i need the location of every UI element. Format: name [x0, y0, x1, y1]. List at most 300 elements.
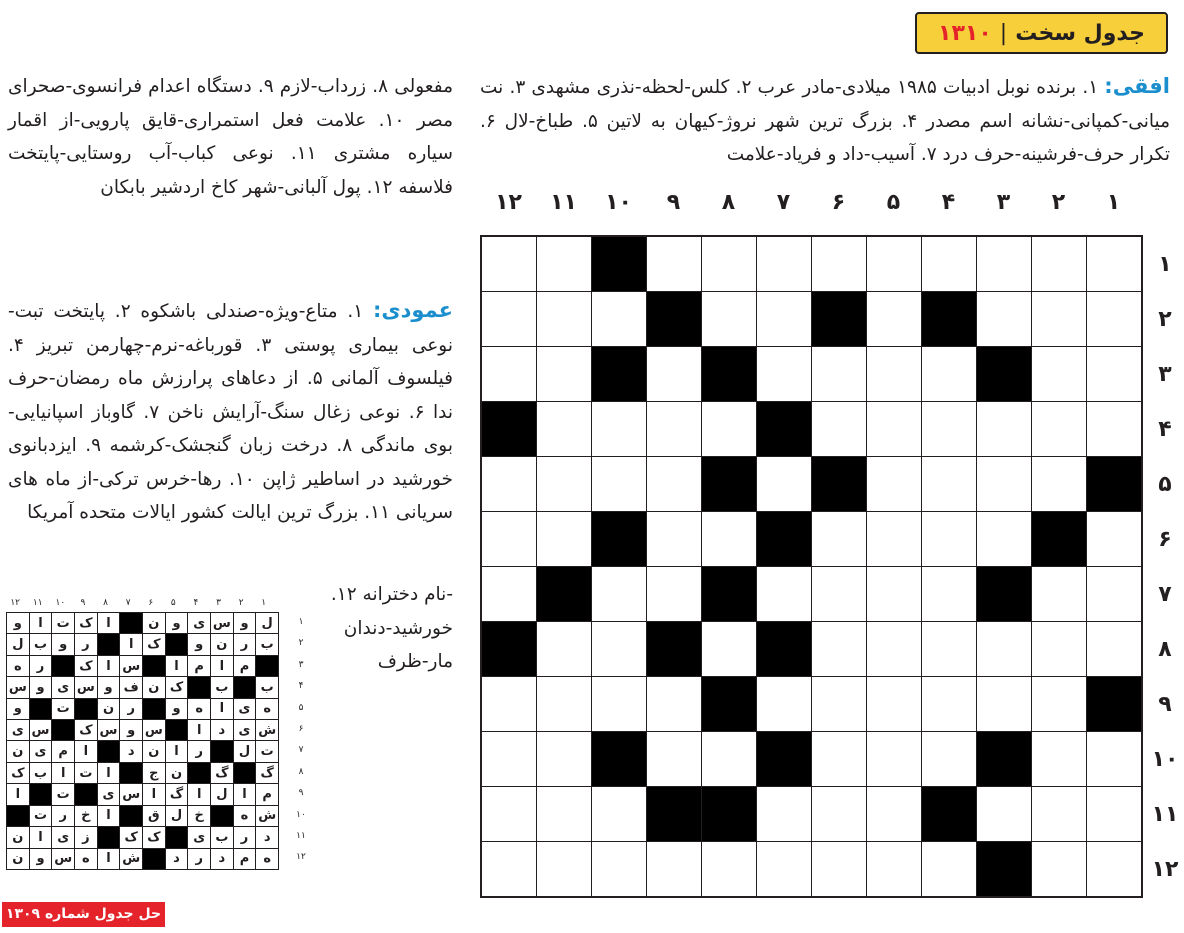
- solution-cell: ا: [166, 656, 188, 676]
- black-cell: [702, 347, 756, 401]
- solution-column-number: ۴: [193, 598, 199, 608]
- solution-cell: ش: [256, 806, 278, 826]
- solution-cell: د: [211, 849, 233, 869]
- solution-column-number: ۱۰: [55, 598, 66, 608]
- solution-cell: س: [52, 849, 74, 869]
- grid-cell[interactable]: [1032, 622, 1086, 676]
- grid-cell[interactable]: [812, 237, 866, 291]
- grid-cell[interactable]: [812, 677, 866, 731]
- black-cell: [977, 842, 1031, 896]
- black-cell: [702, 677, 756, 731]
- solution-black-cell: [188, 677, 210, 697]
- grid-cell[interactable]: [867, 457, 921, 511]
- grid-cell[interactable]: [1032, 677, 1086, 731]
- puzzle-title-badge: [915, 12, 1168, 54]
- grid-cell[interactable]: [647, 677, 701, 731]
- solution-cell: ه: [188, 699, 210, 719]
- grid-cell[interactable]: [482, 292, 536, 346]
- solution-black-cell: [188, 763, 210, 783]
- column-number: ۵: [886, 190, 901, 215]
- solution-cell: د: [211, 720, 233, 740]
- solution-cell: ا: [52, 763, 74, 783]
- grid-cell[interactable]: [867, 402, 921, 456]
- grid-cell[interactable]: [647, 512, 701, 566]
- black-cell: [1087, 457, 1141, 511]
- solution-black-cell: [143, 699, 165, 719]
- grid-cell[interactable]: [922, 677, 976, 731]
- row-number: ۴: [1158, 417, 1172, 442]
- grid-cell[interactable]: [537, 622, 591, 676]
- solution-black-cell: [52, 656, 74, 676]
- row-number: ۳: [1158, 362, 1172, 387]
- grid-cell[interactable]: [702, 842, 756, 896]
- grid-cell[interactable]: [812, 787, 866, 841]
- grid-cell[interactable]: [647, 842, 701, 896]
- grid-cell[interactable]: [812, 512, 866, 566]
- solution-black-cell: [98, 634, 120, 654]
- grid-cell[interactable]: [977, 512, 1031, 566]
- vertical-clues-continuation: -نام دخترانه ۱۲. خورشید-دندان مار-ظرف: [330, 584, 453, 672]
- solution-cell: ه: [75, 849, 97, 869]
- black-cell: [1087, 677, 1141, 731]
- solution-cell: ک: [75, 656, 97, 676]
- grid-cell[interactable]: [702, 402, 756, 456]
- solution-cell: ه: [234, 806, 256, 826]
- solution-cell: ا: [120, 634, 142, 654]
- solution-cell: م: [188, 656, 210, 676]
- grid-cell[interactable]: [1087, 347, 1141, 401]
- grid-cell[interactable]: [757, 787, 811, 841]
- black-cell: [702, 457, 756, 511]
- solution-cell: ر: [234, 634, 256, 654]
- solution-cell: و: [188, 634, 210, 654]
- solution-column-number: ۱۱: [32, 598, 43, 608]
- grid-cell[interactable]: [867, 567, 921, 621]
- grid-cell[interactable]: [867, 292, 921, 346]
- grid-cell[interactable]: [592, 842, 646, 896]
- black-cell: [922, 292, 976, 346]
- grid-cell[interactable]: [1032, 237, 1086, 291]
- solution-cell: ا: [98, 763, 120, 783]
- solution-cell: ل: [211, 784, 233, 804]
- grid-cell[interactable]: [537, 842, 591, 896]
- solution-cell: ز: [75, 827, 97, 847]
- row-number: ۵: [1158, 472, 1172, 497]
- solution-cell: ل: [234, 741, 256, 761]
- solution-cell: ه: [256, 849, 278, 869]
- grid-cell[interactable]: [702, 512, 756, 566]
- crossword-grid: [480, 235, 1143, 898]
- grid-cell[interactable]: [757, 457, 811, 511]
- black-cell: [647, 622, 701, 676]
- black-cell: [812, 457, 866, 511]
- grid-cell[interactable]: [482, 677, 536, 731]
- grid-cell[interactable]: [977, 622, 1031, 676]
- grid-cell[interactable]: [592, 292, 646, 346]
- grid-cell[interactable]: [757, 567, 811, 621]
- solution-cell: ی: [52, 827, 74, 847]
- column-number: ۹: [666, 190, 681, 215]
- grid-cell[interactable]: [482, 787, 536, 841]
- grid-cell[interactable]: [922, 732, 976, 786]
- grid-cell[interactable]: [922, 512, 976, 566]
- column-number: ۳: [996, 190, 1011, 215]
- grid-cell[interactable]: [647, 567, 701, 621]
- solution-cell: گ: [166, 784, 188, 804]
- row-number: ۶: [1158, 527, 1172, 552]
- solution-black-cell: [211, 741, 233, 761]
- solution-cell: و: [120, 720, 142, 740]
- grid-cell[interactable]: [977, 677, 1031, 731]
- black-cell: [592, 347, 646, 401]
- solution-cell: خ: [188, 806, 210, 826]
- grid-cell[interactable]: [922, 237, 976, 291]
- solution-label: حل جدول شماره ۱۳۰۹: [2, 902, 165, 927]
- solution-cell: ن: [98, 699, 120, 719]
- grid-cell[interactable]: [867, 842, 921, 896]
- grid-cell[interactable]: [592, 402, 646, 456]
- grid-cell[interactable]: [537, 347, 591, 401]
- black-cell: [977, 567, 1031, 621]
- grid-cell[interactable]: [1032, 842, 1086, 896]
- column-number: ۷: [776, 190, 791, 215]
- grid-cell[interactable]: [482, 567, 536, 621]
- grid-cell[interactable]: [482, 732, 536, 786]
- grid-cell[interactable]: [812, 842, 866, 896]
- solution-cell: س: [120, 656, 142, 676]
- solution-cell: ن: [7, 849, 29, 869]
- solution-cell: م: [52, 741, 74, 761]
- grid-cell[interactable]: [922, 347, 976, 401]
- solution-cell: گ: [211, 763, 233, 783]
- grid-row-numbers: [1145, 237, 1184, 897]
- grid-cell[interactable]: [592, 567, 646, 621]
- grid-cell[interactable]: [702, 292, 756, 346]
- title-label: جدول سخت: [1015, 20, 1145, 46]
- solution-cell: ی: [188, 613, 210, 633]
- solution-black-cell: [166, 634, 188, 654]
- grid-cell[interactable]: [592, 677, 646, 731]
- solution-cell: م: [234, 656, 256, 676]
- grid-cell[interactable]: [702, 622, 756, 676]
- solution-cell: ا: [98, 613, 120, 633]
- grid-cell[interactable]: [1087, 512, 1141, 566]
- row-number: ۹: [1158, 692, 1172, 717]
- grid-cell[interactable]: [757, 842, 811, 896]
- grid-cell[interactable]: [1032, 402, 1086, 456]
- grid-cell[interactable]: [482, 457, 536, 511]
- grid-cell[interactable]: [867, 237, 921, 291]
- black-cell: [977, 732, 1031, 786]
- solution-cell: و: [98, 677, 120, 697]
- solution-row-number: ۴: [298, 681, 304, 692]
- solution-cell: ک: [143, 634, 165, 654]
- solution-cell: ا: [166, 741, 188, 761]
- grid-cell[interactable]: [922, 622, 976, 676]
- horizontal-clues: [480, 70, 1170, 172]
- grid-cell[interactable]: [647, 347, 701, 401]
- black-cell: [647, 292, 701, 346]
- grid-cell[interactable]: [647, 237, 701, 291]
- row-number: ۱: [1158, 252, 1172, 277]
- horizontal-clue-text: ۱. برنده نوبل ادبیات ۱۹۸۵ میلادی-مادر عرب ۲. کلس-لحظه-نذری مشهدی ۳. نت میانی-کمپانی-نشانه اسم مصدر ۴. بزرگ ترین شهر نروژ-کیهان به لاتین ۵. طباخ-لال ۶. تکرار حرف-فرشینه-حرف درد ۷. آسیب-داد و فریاد-علامت: [480, 77, 1170, 165]
- solution-cell: ا: [75, 741, 97, 761]
- grid-cell[interactable]: [867, 347, 921, 401]
- solution-cell: ن: [143, 741, 165, 761]
- grid-cell[interactable]: [977, 237, 1031, 291]
- solution-cell: ر: [188, 849, 210, 869]
- solution-cell: ب: [256, 634, 278, 654]
- solution-cell: ا: [98, 849, 120, 869]
- solution-cell: ل: [7, 634, 29, 654]
- grid-cell[interactable]: [757, 237, 811, 291]
- puzzle-number: ۱۳۱۰: [938, 20, 992, 46]
- vertical-clues: [8, 294, 453, 530]
- solution-cell: د: [120, 741, 142, 761]
- solution-black-cell: [75, 784, 97, 804]
- solution-row-number: ۷: [298, 745, 304, 756]
- grid-cell[interactable]: [702, 237, 756, 291]
- solution-cell: ب: [30, 634, 52, 654]
- solution-row-number: ۳: [298, 659, 304, 670]
- solution-black-cell: [143, 656, 165, 676]
- solution-black-cell: [234, 677, 256, 697]
- solution-cell: ر: [75, 634, 97, 654]
- black-cell: [702, 567, 756, 621]
- solution-cell: و: [7, 699, 29, 719]
- solution-cell: و: [166, 613, 188, 633]
- solution-cell: ا: [211, 699, 233, 719]
- black-cell: [482, 402, 536, 456]
- row-number: ۷: [1158, 582, 1172, 607]
- solution-column-number: ۳: [216, 598, 221, 608]
- grid-cell[interactable]: [867, 622, 921, 676]
- solution-cell: ی: [30, 741, 52, 761]
- grid-cell[interactable]: [922, 567, 976, 621]
- grid-cell[interactable]: [537, 732, 591, 786]
- solution-row-number: ۱۰: [296, 809, 306, 820]
- row-number: ۸: [1158, 637, 1172, 662]
- solution-cell: و: [30, 849, 52, 869]
- grid-cell[interactable]: [922, 842, 976, 896]
- solution-black-cell: [98, 741, 120, 761]
- grid-cell[interactable]: [1032, 457, 1086, 511]
- grid-cell[interactable]: [1087, 842, 1141, 896]
- solution-column-number: ۲: [238, 598, 244, 608]
- black-cell: [592, 732, 646, 786]
- grid-cell[interactable]: [537, 237, 591, 291]
- horizontal-heading: افقی:: [1104, 74, 1171, 98]
- grid-cell[interactable]: [1087, 622, 1141, 676]
- solution-cell: و: [234, 613, 256, 633]
- black-cell: [1032, 512, 1086, 566]
- grid-cell[interactable]: [812, 567, 866, 621]
- grid-cell[interactable]: [867, 512, 921, 566]
- solution-column-number: ۸: [103, 598, 108, 608]
- solution-column-number: ۱۲: [10, 598, 20, 608]
- solution-cell: ک: [75, 613, 97, 633]
- grid-cell[interactable]: [1087, 237, 1141, 291]
- black-cell: [922, 787, 976, 841]
- grid-cell[interactable]: [1087, 732, 1141, 786]
- grid-cell[interactable]: [812, 402, 866, 456]
- grid-cell[interactable]: [537, 787, 591, 841]
- grid-cell[interactable]: [757, 677, 811, 731]
- solution-cell: خ: [75, 806, 97, 826]
- solution-cell: ه: [7, 656, 29, 676]
- solution-cell: ا: [188, 784, 210, 804]
- grid-cell[interactable]: [482, 512, 536, 566]
- grid-cell[interactable]: [702, 732, 756, 786]
- grid-cell[interactable]: [482, 842, 536, 896]
- grid-cell[interactable]: [812, 347, 866, 401]
- solution-black-cell: [234, 763, 256, 783]
- grid-cell[interactable]: [757, 292, 811, 346]
- solution-cell: ه: [256, 699, 278, 719]
- grid-cell[interactable]: [812, 732, 866, 786]
- grid-cell[interactable]: [922, 457, 976, 511]
- solution-cell: ا: [211, 656, 233, 676]
- grid-cell[interactable]: [1032, 292, 1086, 346]
- solution-column-numbers: [2, 598, 292, 608]
- grid-cell[interactable]: [1087, 402, 1141, 456]
- solution-row-number: ۱۲: [296, 852, 306, 863]
- solution-column-number: ۹: [80, 598, 86, 608]
- solution-cell: ا: [234, 784, 256, 804]
- grid-cell[interactable]: [592, 457, 646, 511]
- grid-cell[interactable]: [537, 512, 591, 566]
- solution-cell: ک: [75, 720, 97, 740]
- solution-cell: ن: [143, 613, 165, 633]
- grid-cell[interactable]: [537, 292, 591, 346]
- grid-cell[interactable]: [1087, 292, 1141, 346]
- solution-cell: ر: [234, 827, 256, 847]
- grid-cell[interactable]: [647, 402, 701, 456]
- black-cell: [812, 292, 866, 346]
- solution-row-number: ۶: [298, 723, 304, 734]
- black-cell: [757, 622, 811, 676]
- solution-cell: ت: [52, 784, 74, 804]
- solution-cell: س: [120, 784, 142, 804]
- solution-black-cell: [166, 827, 188, 847]
- solution-cell: د: [256, 827, 278, 847]
- solution-cell: ف: [120, 677, 142, 697]
- solution-cell: ش: [256, 720, 278, 740]
- grid-cell[interactable]: [757, 347, 811, 401]
- black-cell: [757, 402, 811, 456]
- solution-cell: م: [256, 784, 278, 804]
- solution-black-cell: [7, 806, 29, 826]
- solution-cell: ی: [188, 827, 210, 847]
- grid-cell[interactable]: [1032, 732, 1086, 786]
- grid-cell[interactable]: [1032, 347, 1086, 401]
- black-cell: [702, 787, 756, 841]
- solution-cell: ت: [30, 806, 52, 826]
- solution-cell: ت: [52, 613, 74, 633]
- solution-black-cell: [120, 763, 142, 783]
- grid-cell[interactable]: [922, 402, 976, 456]
- solution-black-cell: [30, 784, 52, 804]
- grid-cell[interactable]: [592, 622, 646, 676]
- grid-cell[interactable]: [812, 622, 866, 676]
- solution-cell: س: [211, 613, 233, 633]
- grid-cell[interactable]: [867, 787, 921, 841]
- solution-cell: ب: [256, 677, 278, 697]
- solution-cell: ل: [166, 806, 188, 826]
- column-number: ۱۱: [550, 190, 577, 215]
- solution-row-number: ۱۱: [296, 830, 306, 841]
- horizontal-clues-continuation: مفعولی ۸. زرداب-لازم ۹. دستگاه اعدام فرانسوی-صحرای مصر ۱۰. علامت فعل استمراری-قایق پارویی-از اقمار سیاره مشتری ۱۱. نوعی کباب-آب روستایی-پایتخت فلاسفه ۱۲. پول آلبانی-شهر کاخ اردشیر بابکان: [8, 76, 453, 198]
- solution-row-number: ۸: [298, 766, 304, 777]
- solution-row-number: ۱: [298, 617, 304, 627]
- column-number: ۱۰: [605, 190, 632, 215]
- grid-cell[interactable]: [867, 677, 921, 731]
- solution-cell: س: [7, 677, 29, 697]
- solution-cell: گ: [256, 763, 278, 783]
- solution-cell: ا: [30, 827, 52, 847]
- grid-cell[interactable]: [977, 402, 1031, 456]
- solution-cell: ک: [166, 677, 188, 697]
- grid-cell[interactable]: [537, 402, 591, 456]
- grid-cell[interactable]: [1087, 787, 1141, 841]
- solution-column-number: ۶: [148, 598, 154, 608]
- grid-cell[interactable]: [1087, 567, 1141, 621]
- solution-cell: ر: [188, 741, 210, 761]
- grid-cell[interactable]: [482, 347, 536, 401]
- black-cell: [757, 512, 811, 566]
- solution-cell: و: [166, 699, 188, 719]
- grid-cell[interactable]: [1032, 787, 1086, 841]
- solution-cell: ن: [211, 634, 233, 654]
- vertical-clue-text: ۱. متاع-ویژه-صندلی باشکوه ۲. پایتخت تبت-نوعی بیماری پوستی ۳. قورباغه-نرم-چهارمن تبریز ۴. فیلسوف آلمانی ۵. از دعاهای پرارزش ماه رمضان-حرف ندا ۶. نوعی زغال سنگ-آرایش ناخن ۷. گاوباز اسپانیایی-بوی ماندگی ۸. درخت زبان گنجشک-کرشمه ۹. ایزدبانوی خورشید در اساطیر ژاپن ۱۰. رها-خرس ترکی-از ماه های سریانی ۱۱. بزرگ ترین ایالت کشور ایالات متحده آمریکا: [8, 301, 454, 523]
- solution-cell: ی: [234, 720, 256, 740]
- grid-cell[interactable]: [592, 787, 646, 841]
- black-cell: [647, 787, 701, 841]
- solution-black-cell: [120, 806, 142, 826]
- grid-cell[interactable]: [647, 457, 701, 511]
- solution-cell: و: [7, 613, 29, 633]
- vertical-heading: عمودی:: [372, 298, 453, 322]
- solution-cell: ا: [98, 656, 120, 676]
- grid-cell[interactable]: [977, 787, 1031, 841]
- grid-cell[interactable]: [1032, 567, 1086, 621]
- solution-cell: ق: [143, 806, 165, 826]
- column-number: ۶: [831, 190, 846, 215]
- grid-column-numbers: [480, 190, 1141, 230]
- solution-cell: س: [75, 677, 97, 697]
- grid-cell[interactable]: [977, 292, 1031, 346]
- solution-column-number: ۱: [261, 598, 267, 608]
- black-cell: [482, 622, 536, 676]
- solution-cell: ن: [7, 827, 29, 847]
- solution-cell: ب: [211, 677, 233, 697]
- black-cell: [757, 732, 811, 786]
- solution-cell: ک: [7, 763, 29, 783]
- grid-cell[interactable]: [977, 457, 1031, 511]
- row-number: ۱۱: [1151, 802, 1179, 827]
- solution-cell: ی: [234, 699, 256, 719]
- solution-cell: ا: [98, 806, 120, 826]
- solution-cell: ک: [143, 827, 165, 847]
- grid-cell[interactable]: [647, 732, 701, 786]
- grid-cell[interactable]: [537, 457, 591, 511]
- grid-cell[interactable]: [867, 732, 921, 786]
- grid-cell[interactable]: [537, 677, 591, 731]
- row-number: ۲: [1158, 307, 1172, 332]
- grid-cell[interactable]: [482, 237, 536, 291]
- solution-cell: م: [234, 849, 256, 869]
- solution-black-cell: [52, 720, 74, 740]
